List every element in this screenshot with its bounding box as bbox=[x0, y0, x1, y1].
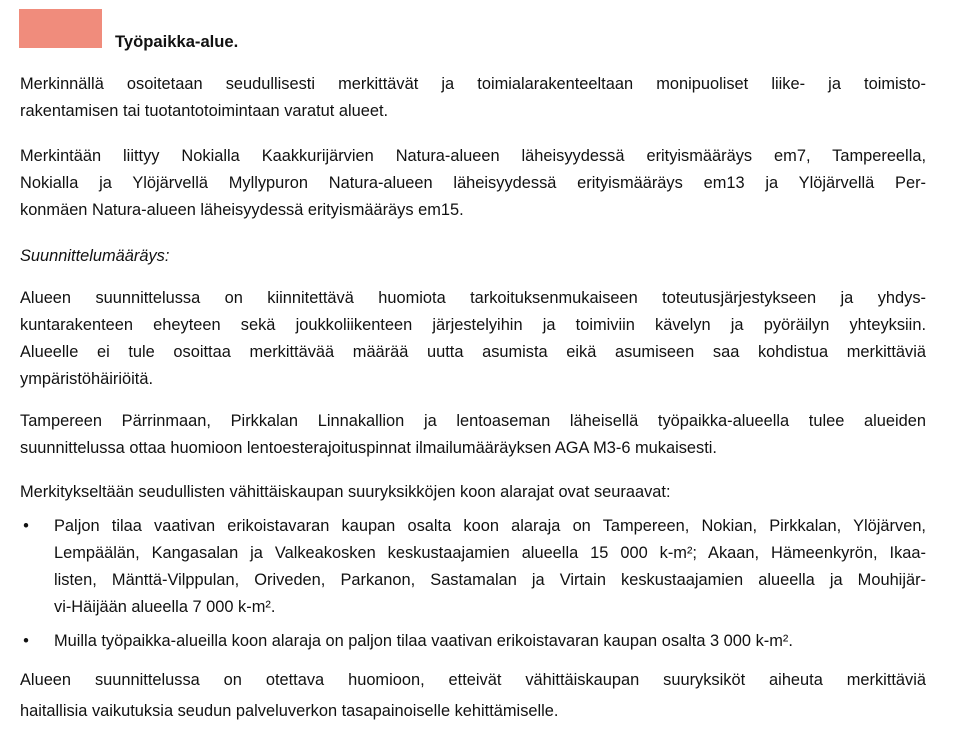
text-line: Suunnittelumääräys: bbox=[20, 247, 170, 265]
text-line: listen, Mänttä-Vilppulan, Oriveden, Parkanon, Sastamalan ja Virtain keskustaajamien alueella ja Mouhijär- bbox=[54, 571, 926, 589]
text-line: Merkinnällä osoitetaan seudullisesti merkittävät ja toimialarakenteeltaan monipuoliset liike- ja toimisto- bbox=[20, 75, 926, 93]
text-line: Paljon tilaa vaativan erikoistavaran kaupan osalta koon alaraja on Tampereen, Nokian, Pirkkalan, Ylöjärven, bbox=[54, 517, 926, 535]
legend-row bbox=[19, 9, 102, 49]
legend-color-swatch bbox=[19, 9, 102, 48]
list-item bbox=[20, 513, 926, 621]
section-heading bbox=[20, 243, 926, 270]
text-line: Merkintään liittyy Nokialla Kaakkurijärvien Natura-alueen läheisyydessä erityismääräys em7, Tampereella, bbox=[20, 147, 926, 165]
paragraph-retail-impact bbox=[20, 665, 926, 727]
list-item bbox=[20, 628, 926, 655]
text-line: Lempäälän, Kangasalan ja Valkeakosken keskustaajamien alueella 15 000 k-m²; Akaan, Hämeenkyrön, Ikaa- bbox=[54, 544, 926, 562]
text-line: Tampereen Pärrinmaan, Pirkkalan Linnakallion ja lentoaseman läheisellä työpaikka-alueella tulee alueiden bbox=[20, 412, 926, 430]
bullet-symbol: • bbox=[23, 632, 29, 650]
text-line: Nokialla ja Ylöjärvellä Myllypuron Natura-alueen läheisyydessä erityismääräys em13 ja Ylöjärvellä Per- bbox=[20, 174, 926, 192]
paragraph-airport-area bbox=[20, 408, 926, 462]
bullet-symbol: • bbox=[23, 517, 29, 535]
bullet-list bbox=[20, 513, 926, 655]
text-line: Alueen suunnittelussa on kiinnitettävä huomiota tarkoituksenmukaiseen toteutusjärjestykseen ja yhdys- bbox=[20, 289, 926, 307]
text-line: Merkitykseltään seudullisten vähittäiskaupan suuryksikköjen koon alarajat ovat seuraavat: bbox=[20, 483, 671, 501]
text-line: ympäristöhäiriöitä. bbox=[20, 370, 153, 388]
paragraph-retail-intro bbox=[20, 479, 926, 506]
text-line: Alueen suunnittelussa on otettava huomioon, etteivät vähittäiskaupan suuryksiköt aiheuta merkittäviä bbox=[20, 671, 926, 689]
text-line: vi-Häijään alueella 7 000 k-m². bbox=[54, 598, 276, 616]
text-line: kuntarakenteen eheyteen sekä joukkoliikenteen järjestelyihin ja toimiviin kävelyn ja pyöräilyn yhteyksiin. bbox=[20, 316, 926, 334]
text-line: rakentamisen tai tuotantotoimintaan varatut alueet. bbox=[20, 102, 389, 120]
text-line: konmäen Natura-alueen läheisyydessä erityismääräys em15. bbox=[20, 201, 464, 219]
paragraph-special-provisions bbox=[20, 143, 926, 224]
text-line: Alueelle ei tule osoittaa merkittävää määrää uutta asumista eikä asumiseen saa kohdistua merkittäviä bbox=[20, 343, 926, 361]
text-line: haitallisia vaikutuksia seudun palveluverkon tasapainoiselle kehittämiselle. bbox=[20, 702, 559, 720]
legend-title: Työpaikka-alue. bbox=[115, 32, 239, 51]
paragraph-description bbox=[20, 71, 926, 125]
paragraph-planning-regulation bbox=[20, 285, 926, 393]
text-line: suunnittelussa ottaa huomioon lentoesterajoituspinnat ilmailumääräyksen AGA M3-6 mukaisesti. bbox=[20, 439, 717, 457]
text-line: Muilla työpaikka-alueilla koon alaraja on paljon tilaa vaativan erikoistavaran kaupan osalta 3 000 k-m². bbox=[54, 632, 793, 650]
